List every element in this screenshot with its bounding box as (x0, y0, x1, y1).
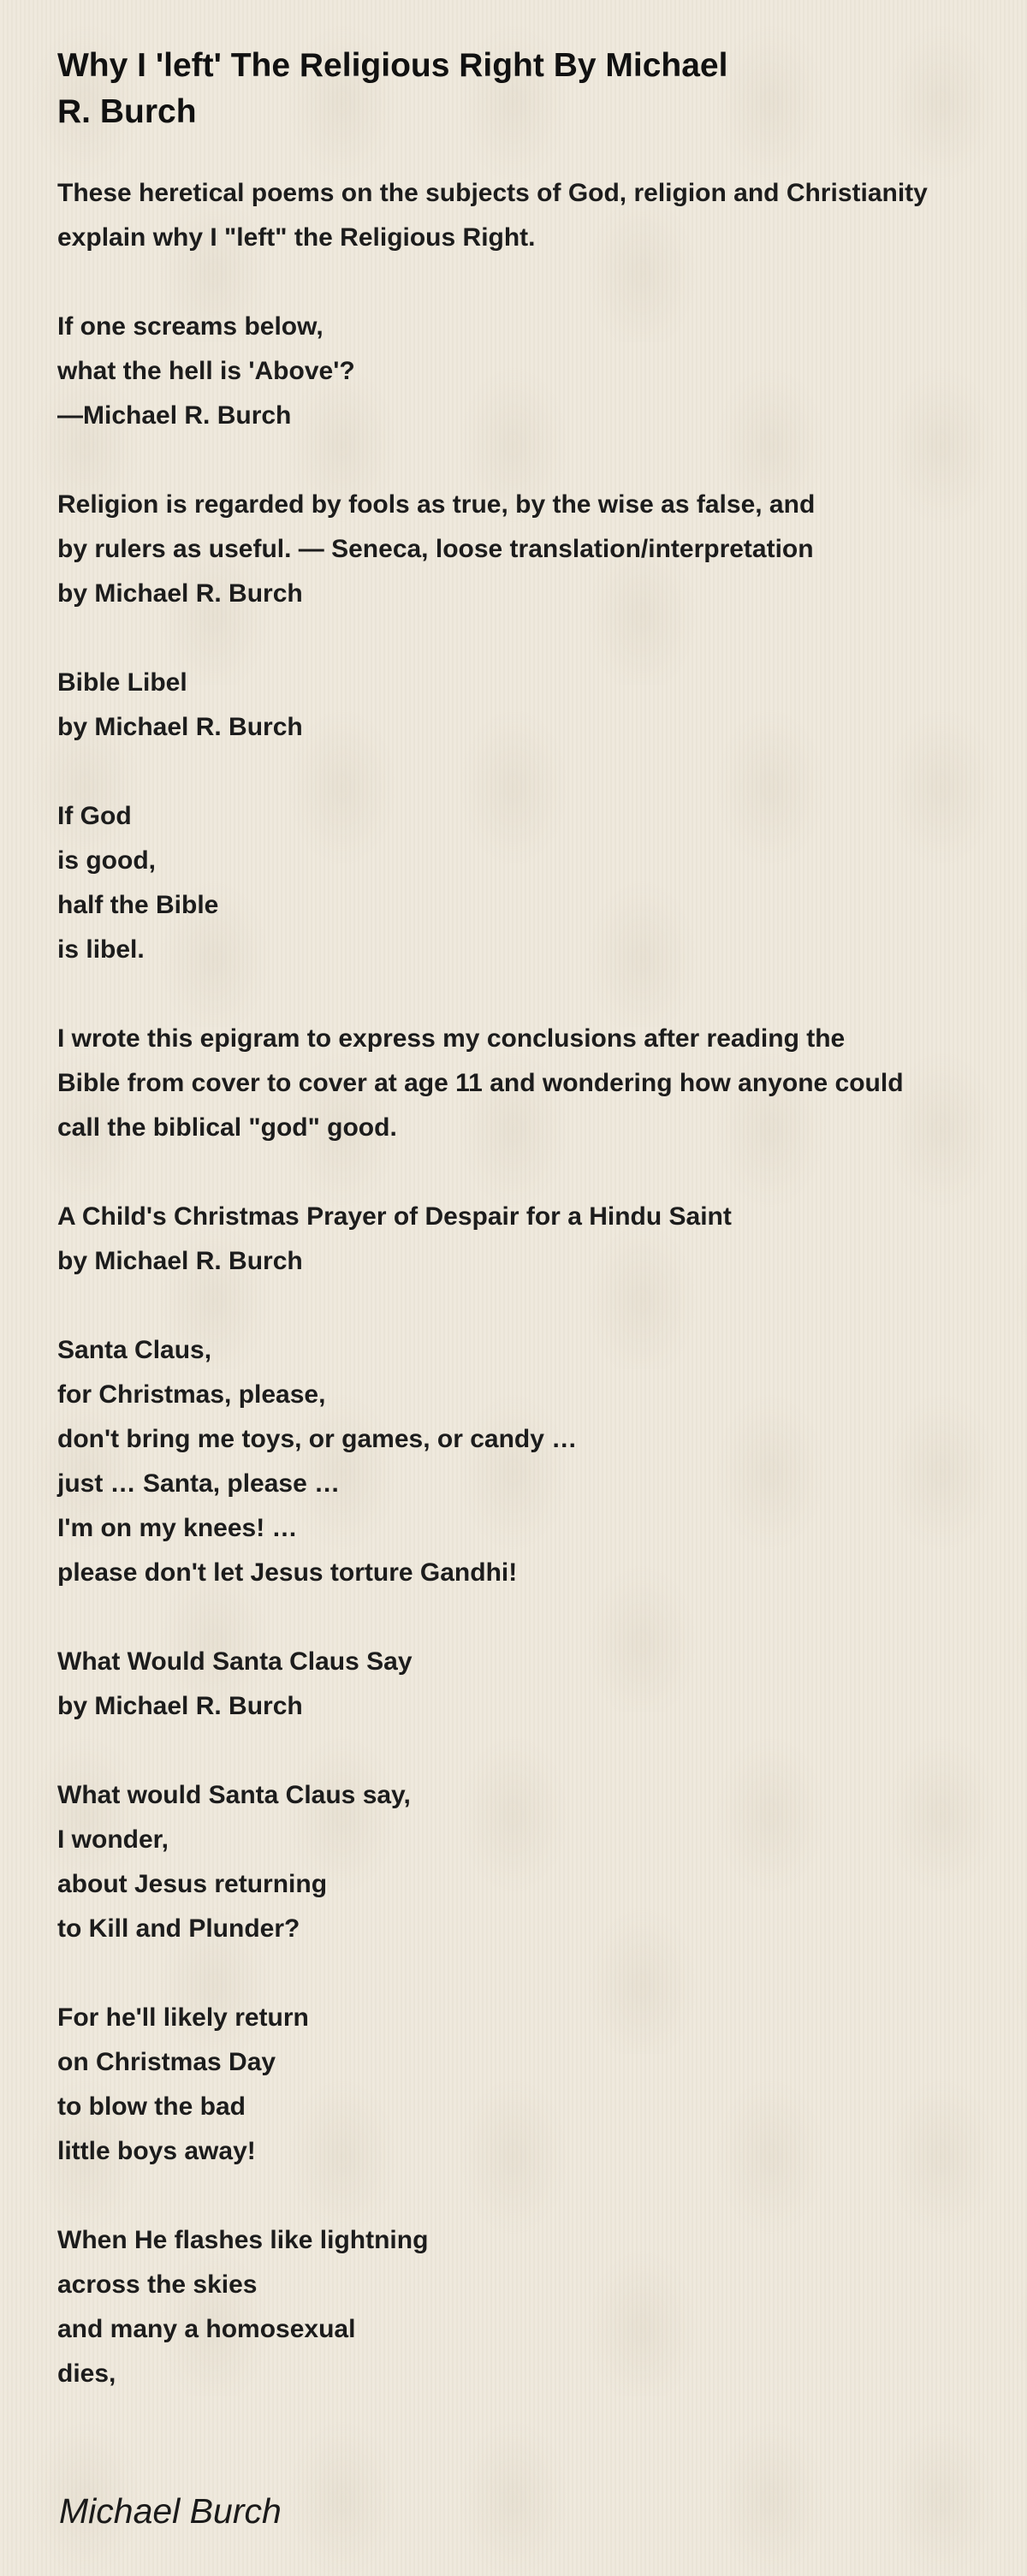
poem-line: by rulers as useful. — Seneca, loose translation/interpretation (57, 535, 814, 563)
poem-line: for Christmas, please, (57, 1380, 326, 1409)
poem-line: call the biblical "god" good. (57, 1113, 397, 1142)
poem-title (57, 43, 828, 135)
poem-line: I wrote this epigram to express my conclusions after reading the (57, 1024, 846, 1053)
stanza-gap (57, 2174, 1007, 2218)
poem-line: half the Bible (57, 891, 219, 919)
poem-line: What would Santa Claus say, (57, 1781, 411, 1809)
poem-line: If one screams below, (57, 312, 324, 341)
poem-line: A Child's Christmas Prayer of Despair for a Hindu Saint (57, 1202, 732, 1231)
poem-line: across the skies (57, 2270, 258, 2299)
poem-line: to blow the bad (57, 2092, 246, 2121)
poem-line: what the hell is 'Above'? (57, 357, 355, 385)
stanza-gap (57, 1595, 1007, 1640)
poem-line: dies, (57, 2359, 116, 2388)
poem-line: Bible Libel (57, 668, 187, 697)
stanza-gap (57, 750, 1007, 794)
stanza-gap (57, 1284, 1007, 1328)
poem-line: about Jesus returning (57, 1870, 328, 1898)
poem-line: Religion is regarded by fools as true, by the wise as false, and (57, 490, 816, 519)
poem-line: is libel. (57, 935, 145, 964)
stanza-gap (57, 438, 1007, 483)
poem-line: to Kill and Plunder? (57, 1914, 300, 1943)
poem-body (57, 171, 1007, 2396)
poem-line: I'm on my knees! … (57, 1514, 298, 1542)
poem-line: Santa Claus, (57, 1336, 212, 1364)
poem-line: These heretical poems on the subjects of God, religion and Christianity (57, 179, 928, 207)
poem-title-line-1: Why I 'left' The Religious Right By Michael (57, 47, 728, 84)
poem-line: by Michael R. Burch (57, 1247, 303, 1275)
poem-line: don't bring me toys, or games, or candy … (57, 1425, 578, 1453)
poem-line: just … Santa, please … (57, 1469, 341, 1498)
stanza-gap (57, 1150, 1007, 1195)
poem-title-line-2: R. Burch (57, 93, 197, 130)
poem-line: explain why I "left" the Religious Right. (57, 223, 536, 252)
poem-line: For he'll likely return (57, 2003, 309, 2032)
stanza-gap (57, 616, 1007, 661)
stanza-gap (57, 972, 1007, 1017)
poem-line: by Michael R. Burch (57, 579, 303, 608)
poem-line: on Christmas Day (57, 2048, 276, 2076)
poem-line: When He flashes like lightning (57, 2226, 429, 2254)
poem-line: I wonder, (57, 1825, 169, 1854)
stanza-gap (57, 1951, 1007, 1996)
poem-line: is good, (57, 846, 156, 875)
stanza-gap (57, 1729, 1007, 1773)
poem-line: please don't let Jesus torture Gandhi! (57, 1558, 518, 1587)
poem-author: Michael Burch (59, 2491, 282, 2531)
poem-line: by Michael R. Burch (57, 713, 303, 741)
poem-line: little boys away! (57, 2137, 256, 2165)
poem-line: and many a homosexual (57, 2315, 356, 2343)
poem-line: If God (57, 802, 132, 830)
poem-line: Bible from cover to cover at age 11 and wondering how anyone could (57, 1069, 904, 1097)
stanza-gap (57, 260, 1007, 305)
poem-line: What Would Santa Claus Say (57, 1647, 413, 1676)
poem-line: —Michael R. Burch (57, 401, 292, 430)
poem-line: by Michael R. Burch (57, 1692, 303, 1720)
